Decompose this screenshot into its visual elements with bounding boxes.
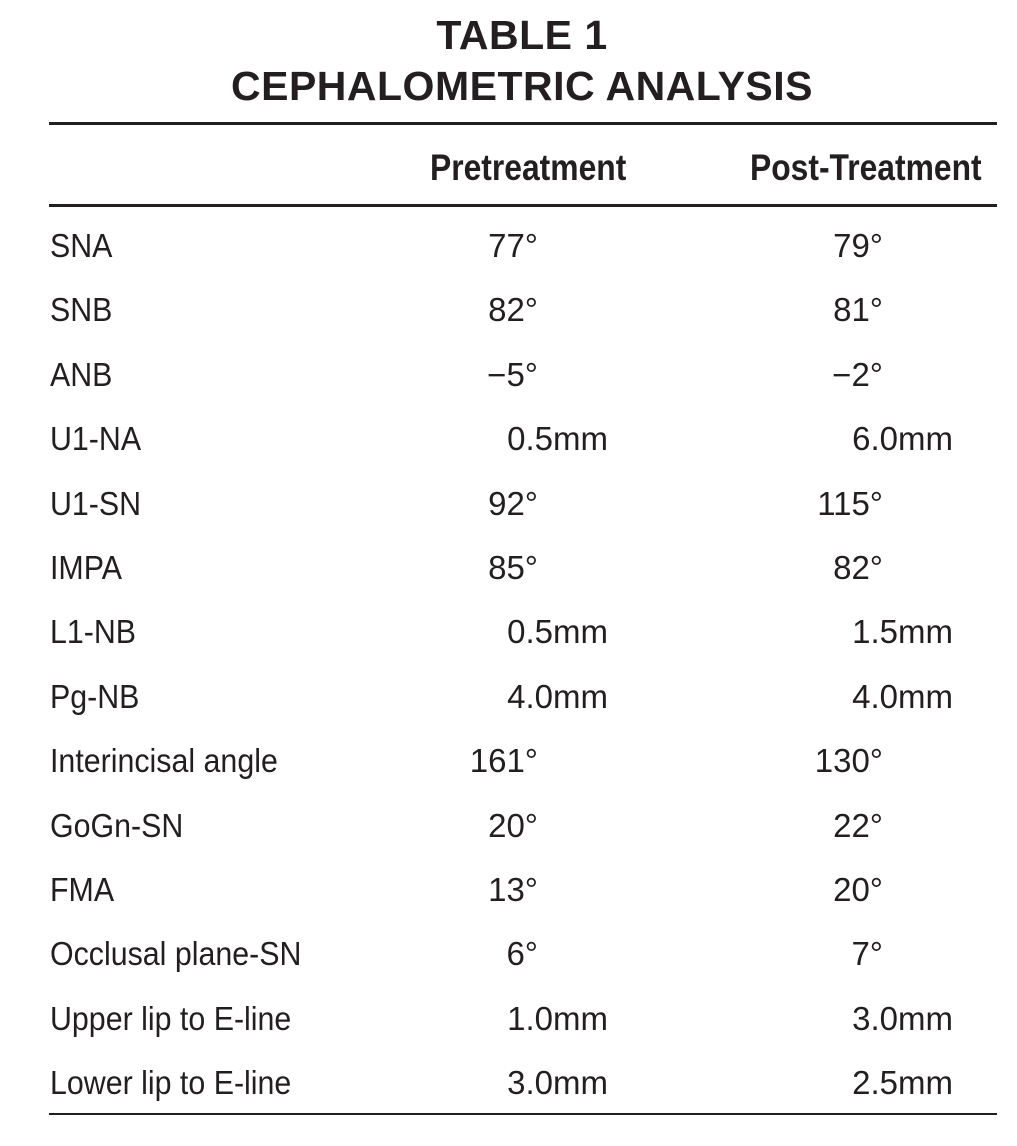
post-treatment-value: 82° — [833, 548, 883, 586]
pretreatment-value: 85° — [488, 548, 538, 586]
measure-label: SNA — [50, 227, 113, 264]
measure-label: Occlusal plane-SN — [50, 935, 302, 973]
table-row — [0, 985, 1017, 1049]
post-treatment-value: 130° — [814, 742, 883, 780]
pretreatment-value: 0.5mm — [507, 613, 608, 651]
post-treatment-value: 6.0mm — [852, 420, 953, 458]
post-treatment-value: 81° — [833, 291, 883, 329]
measure-label: FMA — [50, 870, 115, 908]
post-treatment-value: 3.0mm — [852, 999, 953, 1037]
measure-label: IMPA — [50, 548, 122, 586]
table-row — [0, 598, 1017, 662]
post-treatment-value: 20° — [833, 870, 883, 908]
table-row — [0, 727, 1017, 791]
measure-label: Interincisal angle — [50, 742, 278, 780]
pretreatment-value: 82° — [488, 291, 538, 329]
header-rule — [49, 204, 997, 207]
pretreatment-value: 0.5mm — [507, 420, 608, 458]
table-row — [0, 212, 1017, 276]
table-row — [0, 276, 1017, 340]
pretreatment-value: 92° — [488, 484, 538, 522]
table-row — [0, 856, 1017, 920]
post-treatment-value: 7° — [851, 935, 883, 973]
table-row — [0, 920, 1017, 984]
column-header-pretreatment: Pretreatment — [430, 147, 627, 188]
top-rule — [49, 122, 997, 125]
post-treatment-value: 79° — [833, 227, 883, 264]
post-treatment-value: 115° — [817, 484, 883, 522]
pretreatment-value: 4.0mm — [507, 677, 608, 715]
post-treatment-value: 22° — [833, 806, 883, 844]
table-body — [0, 212, 1017, 1113]
column-header-post-treatment: Post-Treatment — [750, 147, 982, 188]
pretreatment-value: 1.0mm — [507, 999, 608, 1037]
table-row — [0, 663, 1017, 727]
measure-label: U1-NA — [50, 420, 142, 458]
post-treatment-value: 4.0mm — [852, 677, 953, 715]
table-subtitle: CEPHALOMETRIC ANALYSIS — [230, 63, 814, 109]
pretreatment-value: −5° — [487, 355, 538, 393]
table-row — [0, 792, 1017, 856]
bottom-rule — [49, 1113, 997, 1115]
pretreatment-value: 20° — [488, 806, 538, 844]
pretreatment-value: 77° — [488, 227, 538, 264]
pretreatment-value: 6° — [506, 935, 538, 973]
post-treatment-value: 2.5mm — [852, 1064, 953, 1102]
table-row — [0, 534, 1017, 598]
table-row — [0, 1049, 1017, 1113]
measure-label: Upper lip to E-line — [50, 999, 292, 1037]
pretreatment-value: 161° — [469, 742, 538, 780]
table-row — [0, 470, 1017, 534]
measure-label: Lower lip to E-line — [50, 1064, 292, 1102]
measure-label: L1-NB — [50, 613, 137, 651]
table-row — [0, 341, 1017, 405]
post-treatment-value: 1.5mm — [852, 613, 953, 651]
table-title: TABLE 1 — [436, 12, 608, 58]
measure-label: GoGn-SN — [50, 806, 184, 844]
post-treatment-value: −2° — [832, 355, 883, 393]
measure-label: Pg-NB — [50, 677, 140, 715]
pretreatment-value: 3.0mm — [507, 1064, 608, 1102]
measure-label: SNB — [50, 291, 113, 329]
measure-label: ANB — [50, 355, 113, 393]
measure-label: U1-SN — [50, 484, 142, 522]
pretreatment-value: 13° — [488, 870, 538, 908]
table-row — [0, 405, 1017, 469]
